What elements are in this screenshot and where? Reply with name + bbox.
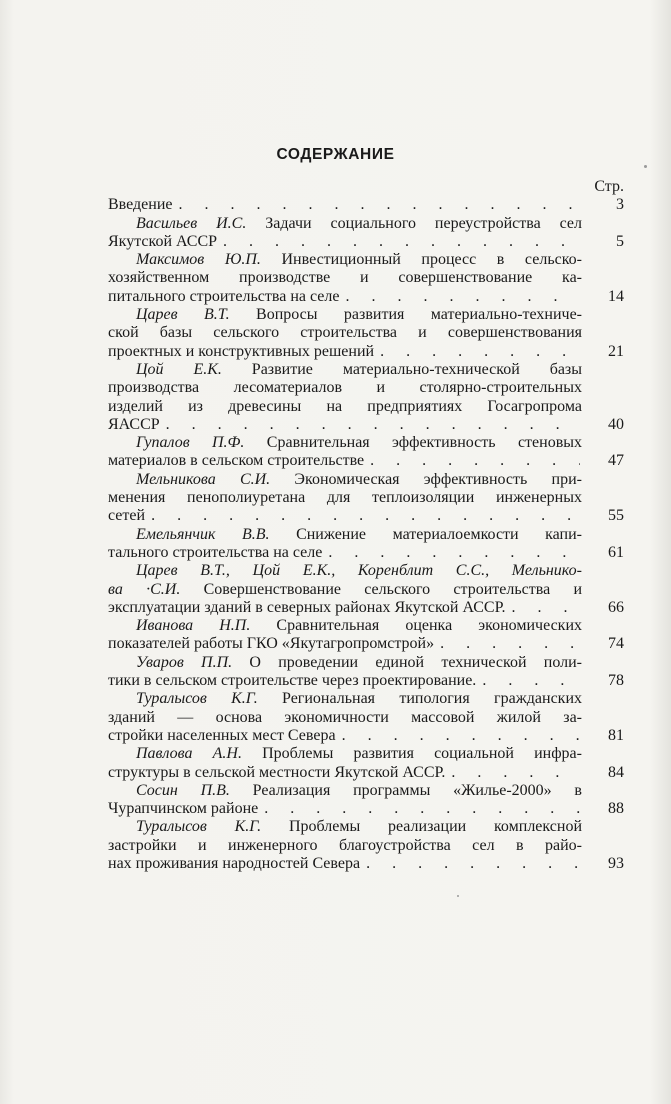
toc-line-text [108,544,322,562]
toc-entry [108,526,626,563]
toc-line-text [108,672,476,690]
author-name: ва ·С.И. [108,580,181,598]
toc-line-text [108,654,582,672]
toc-line-text [108,471,582,489]
toc-line [108,837,626,855]
entry-text: Совершенствование сельского строительства и [180,580,582,598]
author-name: Емельянчик В.В. [136,525,270,543]
dot-leader [336,727,580,745]
entry-text: Задачи социального переустройства сел [246,214,582,232]
toc-entry [108,562,626,617]
toc-line-text [108,489,582,507]
toc-line [108,434,626,452]
entry-text: ской базы сельского строительства и совершенствования [108,324,582,342]
author-name: Сосин П.В. [136,781,230,799]
entry-text: производства лесоматериалов и столярно-строительных [108,379,582,397]
page-number: 55 [608,507,624,525]
toc-line [108,544,626,562]
entry-text: Проблемы развития социальной инфра- [241,745,582,763]
paper-speck [644,165,647,168]
entry-text: изделий из древесины на предприятиях Госагропрома [108,397,582,415]
entry-text: Инвестиционный процесс в сельско- [260,251,582,269]
entry-text: Проблемы реализации комплексной [261,818,582,836]
author-name: Цой Е.К. [136,360,222,378]
page-number: 40 [608,415,624,433]
toc-line-text [108,526,582,544]
entry-text: Сравнительная оценка экономических [250,617,582,635]
entry-text: О проведении единой технической поли- [232,653,582,671]
dot-leader [339,288,580,306]
toc-line [108,233,626,251]
entry-text: Развитие материально-технической базы [221,360,582,378]
entry-text: тального строительства на селе [108,543,323,561]
toc-entry [108,434,626,471]
entry-text: Якутской АССР [108,232,218,250]
toc-line-text [108,745,582,763]
toc-line [108,709,626,727]
entry-text: структуры в сельской местности Якутской АССР. [108,763,446,781]
page-number: 47 [608,452,624,470]
toc-line-text [108,581,582,599]
toc-line [108,251,626,269]
toc-line [108,269,626,287]
entry-text: Снижение материалоемкости капи- [269,525,582,543]
toc-line-text [108,233,217,251]
dot-leader [217,233,580,251]
toc-line [108,635,626,653]
toc-line-text [108,398,582,416]
toc-line-text [108,709,582,727]
toc-line [108,727,626,745]
toc-line [108,690,626,708]
dot-leader [145,507,580,525]
entry-text: проектных и конструктивных решений [108,342,375,360]
author-name: Царев В.Т., Цой Е.К., Коренблит С.С., Мельнико- [136,562,582,580]
dot-leader [322,544,580,562]
toc-line [108,507,626,525]
entry-text: ЯАССР [108,415,160,433]
toc-line [108,379,626,397]
entry-text: застройки и инженерного благоустройства сел в райо- [108,836,582,854]
toc-line-text [108,416,160,434]
table-of-contents [108,178,626,873]
entry-text: Реализация программы «Жилье-2000» в [229,781,582,799]
author-name: Уваров П.П. [136,653,233,671]
toc-line-text [108,215,582,233]
toc-line [108,398,626,416]
toc-line-text [108,379,582,397]
page-number: 3 [616,196,624,214]
entry-text: тики в сельском строительстве через проектирование. [108,672,477,690]
toc-line-text [108,690,582,708]
dot-leader [476,672,580,690]
toc-entry [108,690,626,745]
toc-line [108,654,626,672]
toc-entry [108,471,626,526]
author-name: Царев В.Т. [136,306,230,324]
toc-entry [108,782,626,819]
toc-line [108,471,626,489]
author-name: Гупалов П.Ф. [136,434,245,452]
toc-line-text [108,324,582,342]
dot-leader [258,800,580,818]
entry-text: Экономическая эффективность при- [270,470,582,488]
toc-line [108,324,626,342]
page-number: 81 [608,726,624,744]
author-name: Туралысов К.Г. [136,818,262,836]
toc-line-text [108,562,582,580]
dot-leader [445,764,580,782]
toc-entry [108,251,626,306]
toc-line-text [108,599,506,617]
toc-line [108,306,626,324]
toc-line-text [108,269,582,287]
entry-text: сетей [108,507,146,525]
entry-text: Региональная типология гражданских [257,690,582,708]
toc-line [108,800,626,818]
entry-text: Введение [108,196,173,214]
author-name: Туралысов К.Г. [136,690,258,708]
toc-entry [108,617,626,654]
entry-text: материалов в сельском строительстве [108,452,365,470]
entry-text: нах проживания народностей Севера [108,854,361,872]
toc-line [108,562,626,580]
toc-line [108,617,626,635]
paper-speck [457,895,459,897]
dot-leader [374,343,580,361]
page-number: 93 [608,854,624,872]
page-title: СОДЕРЖАНИЕ [276,146,395,163]
dot-leader [173,196,581,214]
page-column-header: Стр. [594,178,624,195]
toc-entry [108,818,626,873]
entry-text: Сравнительная эффективность стеновых [244,434,582,452]
toc-line-text [108,343,374,361]
toc-line [108,764,626,782]
toc-line-text [108,434,582,452]
toc-entry [108,306,626,361]
author-name: Иванова Н.П. [136,617,251,635]
entry-text: эксплуатации зданий в северных районах Якутской АССР. [108,598,506,616]
toc-line-text [108,617,582,635]
toc-line [108,745,626,763]
toc-line-text [108,288,339,306]
page-number: 88 [608,800,624,818]
entry-text: менения пенополиуретана для теплоизоляции инженерных [108,489,582,507]
entry-text: Чурапчинском районе [108,800,259,818]
toc-entry [108,654,626,691]
toc-line [108,196,626,214]
toc-line [108,416,626,434]
toc-line [108,855,626,873]
toc-line-text [108,855,360,873]
page-number: 74 [608,635,624,653]
entry-text: Вопросы развития материально-техниче- [229,306,582,324]
toc-line-text [108,361,582,379]
toc-line-text [108,306,582,324]
toc-line [108,343,626,361]
toc-line [108,526,626,544]
page-number: 21 [608,342,624,360]
toc-line-text [108,837,582,855]
toc-line-text [108,635,434,653]
dot-leader [160,416,580,434]
toc-line [108,361,626,379]
toc-line [108,581,626,599]
toc-entry [108,215,626,252]
page-number: 84 [608,763,624,781]
toc-line [108,489,626,507]
entry-text: хозяйственном производстве и совершенствование ка- [108,269,582,287]
page-number: 61 [608,543,624,561]
page-number: 14 [608,287,624,305]
toc-line-text [108,818,582,836]
toc-line [108,452,626,470]
toc-line-text [108,251,582,269]
page-number: 78 [608,672,624,690]
toc-line [108,782,626,800]
toc-line [108,818,626,836]
toc-entry [108,361,626,434]
toc-entry [108,196,626,214]
author-name: Павлова А.Н. [136,745,242,763]
toc-line [108,599,626,617]
toc-line-text [108,196,173,214]
toc-line [108,215,626,233]
entry-text: питального строительства на селе [108,287,340,305]
author-name: Мельникова С.И. [136,470,271,488]
toc-line [108,288,626,306]
author-name: Васильев И.С. [136,214,247,232]
entry-text: стройки населенных мест Севера [108,726,336,744]
toc-entry [108,745,626,782]
toc-line-text [108,452,364,470]
entry-text: показателей работы ГКО «Якутагропромстрой» [108,635,435,653]
dot-leader [434,635,580,653]
toc-line-text [108,782,582,800]
dot-leader [364,452,580,470]
toc-line-text [108,727,336,745]
page-number: 66 [608,598,624,616]
dot-leader [360,855,580,873]
toc-line-text [108,507,145,525]
entry-text: зданий — основа экономичности массовой жилой за- [108,708,582,726]
toc-line-text [108,800,258,818]
dot-leader [506,599,581,617]
author-name: Максимов Ю.П. [136,251,261,269]
toc-line-text [108,764,445,782]
toc-line [108,672,626,690]
page-number: 5 [616,232,624,250]
